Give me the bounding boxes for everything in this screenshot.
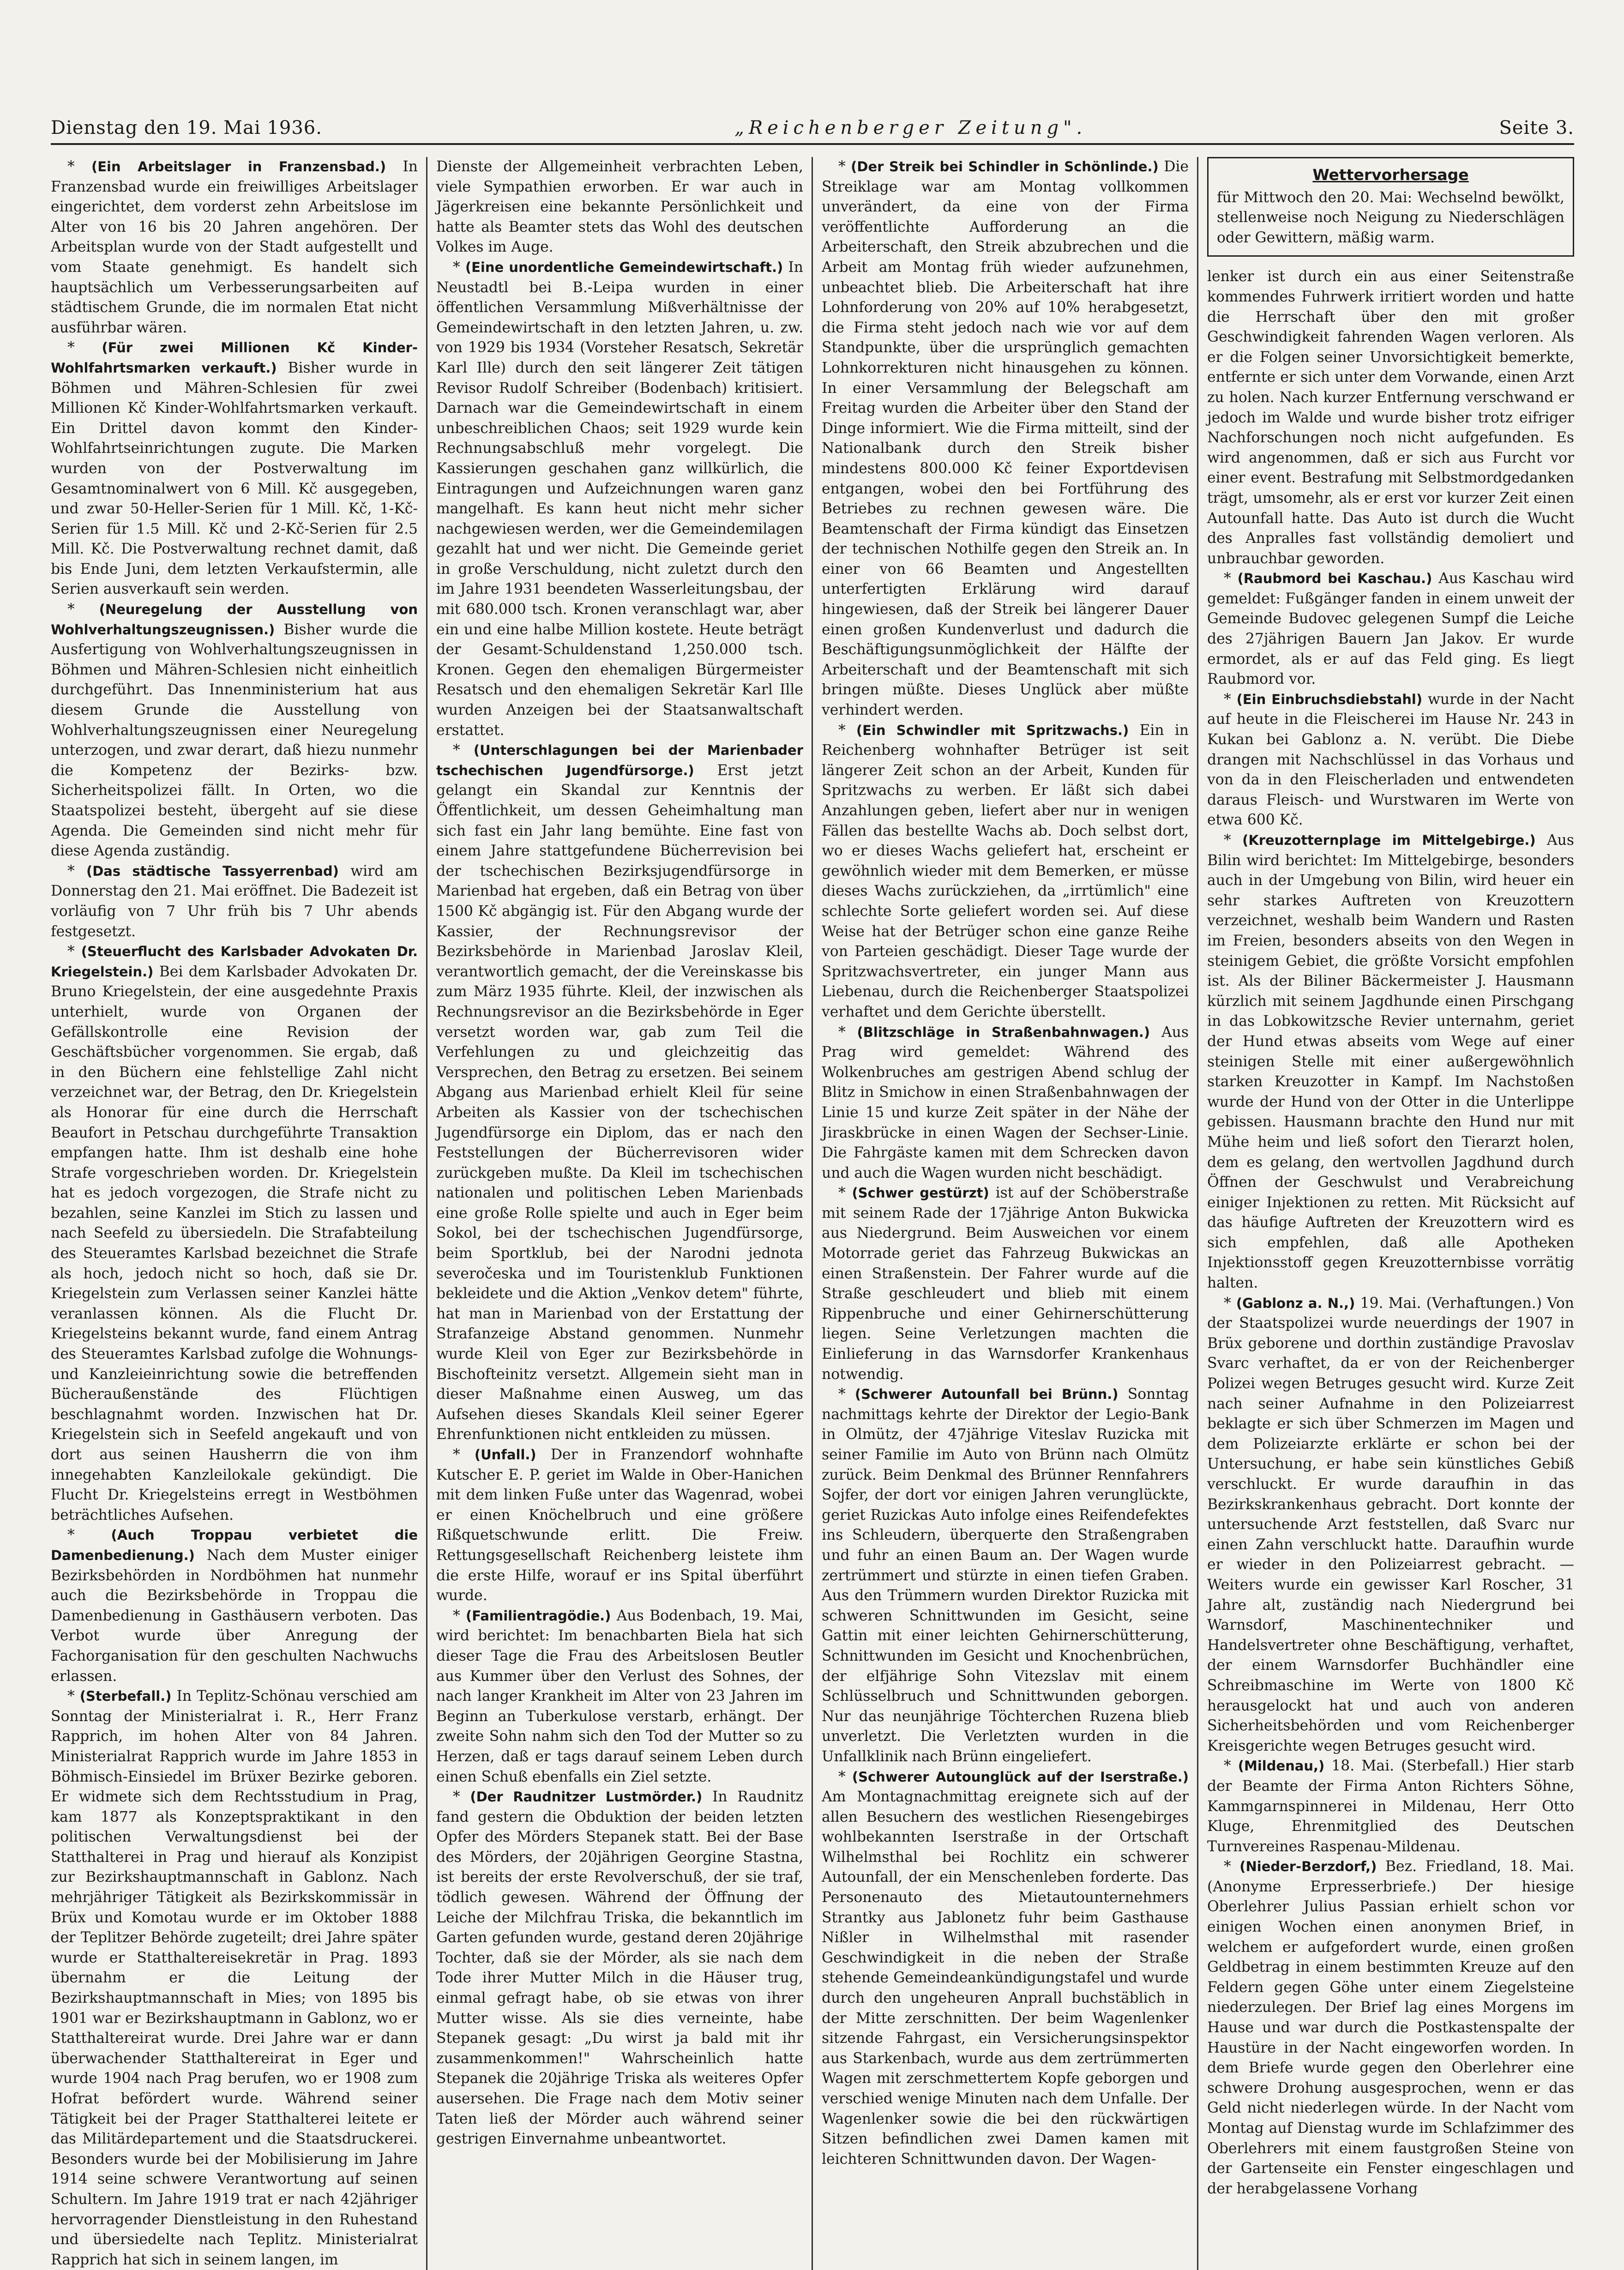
article-text: Bez. Friedland, 18. Mai. (Anonyme Erpresserbriefe.) Der hiesige Oberlehrer Julius Passian erhielt schon vor einigen Wochen einen anonymen Brief, in welchem er aufgefordert wurde, einen großen Geldbetrag in einem bestimmten Kreuze auf den Feldern gegen Göhe unter einem Ziegelsteine niederzulegen. Der Brief lag eines Morgens im Hause und war durch die Postkastenspalte der Haustüre in der Nacht eingeworfen worden. In dem Briefe wurde gegen den Oberlehrer eine schwere Drohung ausgesprochen, wenn er das Geld nicht niederlegen würde. In der Nacht vom Montag auf Dienstag wurde im Schlafzimmer des Oberlehrers mit einem faustgroßen Steine von der Gartenseite ein Fenster eingeschlagen und der herabgelassene Vorhang	[1207, 1858, 1574, 2197]
article-text: Aus Kaschau wird gemeldet: Fußgänger fanden in einem unweit der Gemeinde Budovec gelegenen Sumpf die Leiche des 27jährigen Bauern Jan Jakov. Er wurde ermordet, als er auf das Feld ging. Es liegt Raubmord vor.	[1207, 570, 1574, 688]
article-text: wird am Donnerstag den 21. Mai eröffnet. Die Badezeit ist vorläufig von 7 Uhr früh bis 7 Uhr abends festgesetzt.	[51, 862, 418, 940]
article-headline: (Ein Schwindler mit Spritzwachs.)	[856, 722, 1129, 738]
article-text: Nach dem Muster einiger Bezirksbehörden in Nordböhmen hat nunmehr auch die Bezirksbehörde in Troppau die Damenbedienung in Gasthäusern verboten. Das Verbot wurde über Anregung der Fachorganisation für den geschulten Nachwuchs erlassen.	[51, 1547, 418, 1685]
article-text: Bei dem Karlsbader Advokaten Dr. Bruno Kriegelstein, der eine ausgedehnte Praxis unterhielt, wurde von Organen der Gefällskontrolle eine Revision der Geschäftsbücher vorgenommen. Sie ergab, daß in den Büchern eine fehlstellige Zahl nicht verzeichnet war, der Betrag, den Dr. Kriegelstein als Honorar für eine durch die Herrschaft Beaufort in Petschau durchgeführte Transaktion empfangen hatte. Ihm ist deshalb eine hohe Strafe vorgeschrieben worden. Dr. Kriegelstein hat es jedoch vorgezogen, die Strafe nicht zu bezahlen, seine Kanzlei im Stich zu lassen und nach Seefeld zu übersiedeln. Die Strafabteilung des Steueramtes Karlsbad bezeichnet die Strafe als hoch, jedoch nicht so hoch, daß sie Dr. Kriegelstein zum Verlassen seiner Kanzlei hätte veranlassen können. Als die Flucht Dr. Kriegelsteins bekannt wurde, fand einem Antrag des Steueramtes Karlsbad zufolge die Wohnungs- und Kanzleieinrichtung sowie die betreffenden Bücheraußenstände des Flüchtigen beschlagnahmt worden. Inzwischen hat Dr. Kriegelstein sich in Seefeld angekauft und von dort aus seinen Hausherrn die von ihm innegehabten Kanzleilokale gekündigt. Die Flucht Dr. Kriegelsteins erregt in Westböhmen beträchtliches Aufsehen.	[51, 963, 418, 1523]
article-marker: *	[67, 601, 99, 618]
article-marker: *	[453, 259, 465, 276]
article-headline: (Für zwei Millionen Kč Kinder-Wohlfahrtsmarken verkauft.)	[51, 340, 418, 376]
article-marker: *	[1224, 1758, 1238, 1775]
article-marker: *	[1224, 570, 1238, 587]
article-marker: *	[838, 1024, 857, 1041]
weather-title: Wettervorhersage	[1312, 166, 1469, 184]
article-text: Aus Bilin wird berichtet: Im Mittelgebirge, besonders auch in der Umgebung von Bilin, wird heuer ein sehr starkes Auftreten von Kreuzottern verzeichnet, weshalb beim Wandern und Rasten im Freien, besonders abseits von den Wegen in steinigem Gebiet, die größte Vorsicht empfohlen ist. Als der Biliner Bäckermeister J. Hausmann kürzlich mit seinem Jagdhunde einen Pirschgang in das Lobkowitzsche Revier unternahm, geriet der Hund etwas abseits vom Wege auf einer steinigen Stelle mit einer außergewöhnlich starken Kreuzotter in Kampf. Im Nachstoßen wurde der Hund von der Otter in die Unterlippe gebissen. Hausmann brachte den Hund nur mit Mühe heim und ließ sofort den Tierarzt holen, dem es gelang, den wertvollen Jagdhund durch Öffnen der Geschwulst und Verabreichung einiger Injektionen zu retten. Mit Rücksicht auf das häufige Auftreten der Kreuzottern wird es sich empfehlen, daß alle Apotheken Injektionsstoff gegen Kreuzotternbisse vorrätig halten.	[1207, 832, 1574, 1292]
article-text: In Franzensbad wurde ein freiwilliges Arbeitslager eingerichtet, dem vorderst zehn Arbeitslose im Alter von 16 bis 20 Jahren angehören. Der Arbeitsplan wurde von der Stadt aufgestellt und vom Staate genehmigt. Es handelt sich hauptsächlich um Verbesserungsarbeiten auf städtischem Grunde, die im normalen Etat nicht ausführbar wären.	[51, 158, 418, 336]
article-headline: (Eine unordentliche Gemeindewirtschaft.)	[465, 259, 783, 275]
article-headline: (Sterbefall.)	[79, 1688, 172, 1704]
article-marker: *	[453, 1607, 466, 1624]
article-marker: *	[67, 862, 86, 879]
article-text: 18. Mai. (Sterbefall.) Hier starb der Beamte der Firma Anton Richters Söhne, Kammgarnspinnerei in Mildenau, Herr Otto Kluge, Ehrenmitglied des Deutschen Turnvereines Raspenau-Mildenau.	[1207, 1758, 1574, 1855]
article-text: Erst jetzt gelangt ein Skandal zur Kenntnis der Öffentlichkeit, um dessen Geheimhaltung man sich fast ein Jahr lang bemühte. Eine fast von einem Jahre stattgefundene Bücherrevision bei der tschechischen Bezirksjugendfürsorge in Marienbad hat ergeben, daß ein Betrag von über 1500 Kč abgängig ist. Für den Abgang wurde der Kassier, der Rechnungsrevisor der Bezirksbehörde in Marienbad Jaroslav Kleil, verantwortlich gemacht, der die Vereinskasse bis zum März 1935 führte. Kleil, der inzwischen als Rechnungsrevisor an die Bezirksbehörde in Eger versetzt worden war, gab zum Teil die Verfehlungen zu und gleichzeitig das Versprechen, den Betrag zu ersetzen. Bei seinem Abgang aus Marienbad erhielt Kleil für seine Arbeiten als Kassier von der tschechischen Jugendfürsorge ein Diplom, das er nach den Feststellungen der Bücherrevisoren wider zurückgeben mußte. Da Kleil im tschechischen nationalen und politischen Leben Marienbads eine große Rolle spielte und auch in Eger beim Sokol, bei der tschechischen Jugendfürsorge, beim Sportklub, bei der Narodni jednota severočeska und im Touristenklub Funktionen bekleidete und die Aktion „Venkov detem" führte, hat man in Marienbad von der Erstattung der Strafanzeige Abstand genommen. Nunmehr wurde Kleil von Eger zur Bezirksbehörde in Bischofteinitz versetzt. Allgemein sieht man in dieser Maßnahme einen Ausweg, um das Aufsehen dieses Skandals Kleil seiner Egerer Ehrenfunktionen nicht entkleiden zu müssen.	[436, 762, 804, 1443]
article-paragraph	[51, 600, 418, 861]
article-headline: (Steuerflucht des Karlsbader Advokaten Dr. Kriegelstein.)	[51, 944, 418, 980]
article-marker: *	[838, 1386, 855, 1403]
article-headline: (Schwerer Autounglück auf der Iserstraße.)	[852, 1769, 1189, 1785]
article-paragraph	[1207, 1857, 1574, 2199]
article-paragraph	[822, 721, 1189, 1023]
weather-forecast-box	[1207, 157, 1574, 257]
article-text: Aus Prag wird gemeldet: Während des Wolkenbruches am gestrigen Abend schlug der Blitz in Smichow in einen Straßenbahnwagen der Linie 15 und kurze Zeit später in der Nähe der Jiraskbrücke in einen Wagen der Sechser-Linie. Die Fahrgäste kamen mit dem Schrecken davon und auch die Wagen wurden nicht beschädigt.	[822, 1024, 1189, 1181]
header-rule	[51, 143, 1574, 145]
article-marker: *	[838, 1768, 852, 1785]
article-paragraph	[436, 741, 803, 1445]
column-4	[1207, 157, 1574, 2270]
newspaper-title: „Reichenberger Zeitung".	[734, 117, 1087, 138]
article-text: Dienste der Allgemeinheit verbrachten Leben, viele Sympathien erworben. Er war auch in Jägerkreisen eine bekannte Persönlichkeit und hatte als Beamter stets das Wohl des deutschen Volkes im Auge.	[436, 158, 803, 256]
article-paragraph	[51, 157, 418, 338]
article-paragraph	[1207, 569, 1574, 690]
column-1	[51, 157, 418, 2270]
article-text: Der in Franzendorf wohnhafte Kutscher E. P. geriet im Walde in Ober-Hanichen mit dem linken Fuße unter das Wagenrad, wobei er einen Knöchelbruch und eine größere Rißquetschwunde erlitt. Die Freiw. Rettungsgesellschaft Reichenberg leistete ihm die erste Hilfe, worauf er ins Spital überführt wurde.	[436, 1446, 803, 1604]
article-marker: *	[453, 1788, 470, 1806]
article-marker: *	[838, 1185, 852, 1202]
article-headline: (Der Raudnitzer Lustmörder.)	[470, 1789, 703, 1805]
article-paragraph	[822, 1385, 1189, 1767]
page-number: Seite 3.	[1499, 117, 1574, 138]
article-marker: *	[67, 1688, 80, 1705]
article-headline: (Schwerer Autounfall bei Brünn.)	[854, 1386, 1119, 1403]
article-marker: *	[453, 1446, 475, 1463]
article-marker: *	[67, 1527, 111, 1544]
article-headline: (Ein Arbeitslager in Franzensbad.)	[91, 159, 386, 175]
article-paragraph	[51, 338, 418, 600]
article-marker: *	[1224, 1858, 1240, 1875]
article-columns	[51, 157, 1574, 2268]
article-text: Aus Bodenbach, 19. Mai, wird berichtet: Im benachbarten Biela hat sich dieser Tage die Frau des Arbeitslosen Beutler aus Kummer über den Verlust des Sohnes, der nach langer Krankheit im Alter von 23 Jahren im Beginn an Tuberkulose verstarb, erhängt. Der zweite Sohn nahm sich den Tod der Mutter so zu Herzen, daß er tags darauf seinem Leben durch einen Schuß ebenfalls ein Ziel setzte.	[436, 1607, 803, 1785]
article-paragraph	[436, 157, 803, 258]
article-paragraph	[51, 861, 418, 942]
article-headline: (Schwer gestürzt)	[852, 1185, 989, 1201]
article-headline: (Das städtische Tassyerrenbad)	[86, 863, 339, 879]
article-headline: (Unterschlagungen bei der Marienbader tschechischen Jugendfürsorge.)	[436, 742, 803, 778]
article-marker: *	[67, 158, 91, 175]
article-text: Die Streiklage war am Montag vollkommen unverändert, da eine von der Firma veröffentlichte Aufforderung an die Arbeiterschaft, den Streik abzubrechen und die Arbeit am Montag früh wieder aufzunehmen, unbeachtet blieb. Die Arbeiterschaft hat ihre Lohnforderung von 20% auf 10% herabgesetzt, die Firma steht jedoch nach wie vor auf dem Standpunkte, über die ursprünglich gemachten Lohnkorrekturen nicht hinausgehen zu können. In einer Versammlung der Belegschaft am Freitag wurden die Arbeiter über den Stand der Dinge informiert. Wie die Firma mitteilt, sind der Nationalbank durch den Streik bisher mindestens 800.000 Kč feiner Exportdevisen entgangen, wobei den bei Fortführung des Betriebes zu rechnen gewesen wäre. Die Beamtenschaft der Firma kündigt das Einsetzen der technischen Nothilfe gegen den Streik an. In einer von 66 Beamten und Angestellten unterfertigten Erklärung wird darauf hingewiesen, daß der Streik bei längerer Dauer einen großen Kundenverlust und dadurch die Beschäftigungsunmöglichkeit der Hälfte der Arbeiterschaft und der Beamtenschaft mit sich bringen müßte. Dieses Unglück aber müßte verhindert werden.	[822, 158, 1189, 719]
article-paragraph	[822, 1767, 1189, 2170]
article-marker: *	[1224, 1295, 1236, 1312]
article-text: Bisher wurde die Ausfertigung von Wohlverhaltungszeugnissen in Böhmen und Mähren-Schlesien nicht einheitlich durchgeführt. Das Innenministerium hat aus diesem Grunde die Ausstellung von Wohlverhaltungszeugnissen einer Neuregelung unterzogen, und zwar derart, daß hiezu nunmehr die Kompetenz der Bezirks- bzw. Sicherheitspolizei fällt. In Orten, wo die Staatspolizei besteht, übergeht auf sie diese Agenda. Die Gemeinden sind nicht mehr für diese Agenda zuständig.	[51, 621, 418, 860]
article-headline: (Familientragödie.)	[466, 1608, 611, 1624]
article-marker: *	[1224, 832, 1243, 849]
article-paragraph	[51, 1525, 418, 1686]
column-3	[822, 157, 1189, 2270]
article-paragraph	[1207, 1294, 1574, 1757]
article-headline: (Kreuzotternplage im Mittelgebirge.)	[1242, 832, 1536, 848]
article-marker: *	[1224, 691, 1237, 708]
article-text: In Neustadtl bei B.-Leipa wurden in einer öffentlichen Versammlung Mißverhältnisse der Gemeindewirtschaft in den letzten Jahren, u. zw. von 1929 bis 1934 (Vorsteher Resatsch, Sekretär Karl Ille) durch den seit längerer Zeit tätigen Revisor Rudolf Schreiber (Bodenbach) kritisiert. Darnach war die Gemeindewirtschaft in einem unbeschreiblichen Chaos; seit 1929 wurde kein Rechnungsabschluß mehr vorgelegt. Die Kassierungen geschahen ganz willkürlich, die Eintragungen und Aufzeichnungen waren ganz mangelhaft. Es kann heut nicht mehr sicher nachgewiesen werden, wer die Gemeindemilagen gezahlt hat und wer nicht. Die Gemeinde geriet in große Verschuldung, nicht zuletzt durch den im Jahre 1931 beendeten Wasserleitungsbau, der mit 680.000 tsch. Kronen veranschlagt war, aber ein und eine halbe Million kostete. Heute beträgt der Gesamt-Schuldenstand 1,250.000 tsch. Kronen. Gegen den ehemaligen Bürgermeister Resatsch und den ehemaligen Sekretär Karl Ille wurden Anzeigen bei der Staatsanwaltschaft erstattet.	[436, 259, 803, 739]
article-paragraph	[822, 1023, 1189, 1184]
column-2	[436, 157, 803, 2270]
article-marker: *	[838, 158, 851, 175]
page-header	[51, 106, 1574, 138]
article-paragraph	[1207, 690, 1574, 831]
article-headline: (Raubmord bei Kaschau.)	[1237, 571, 1432, 587]
article-headline: (Mildenau,)	[1238, 1758, 1325, 1774]
article-paragraph	[436, 1606, 803, 1787]
article-text: In Teplitz-Schönau verschied am Sonntag der Ministerialrat i. R., Herr Franz Rapprich, im hohen Alter von 84 Jahren. Ministerialrat Rapprich wurde im Jahre 1853 in Böhmisch-Einsiedel im Brüxer Bezirke geboren. Er widmete sich dem Rechtsstudium in Prag, kam 1877 als Konzeptspraktikant in den politischen Verwaltungsdienst bei der Statthalterei in Prag und hierauf als Konzipist zur Bezirkshauptmannschaft in Gablonz. Nach mehrjähriger Tätigkeit als Bezirkskommissär in Brüx und Komotau wurde er im Oktober 1888 der Teplitzer Behörde zugeteilt; drei Jahre später wurde er Statthaltereisekretär in Prag. 1893 übernahm er die Leitung der Bezirkshauptmannschaft in Mies; von 1895 bis 1901 war er Bezirkshauptmann in Gablonz, wo er Statthaltereirat wurde. Drei Jahre war er dann überwachender Statthaltereirat in Eger und wurde 1904 nach Prag berufen, wo er 1908 zum Hofrat befördert wurde. Während seiner Tätigkeit bei der Prager Statthalterei leitete er das Militärdepartement und die Staatsdruckerei. Besonders wurde bei der Mobilisierung im Jahre 1914 seine schwere Verantwortung auf seinen Schultern. Im Jahre 1919 trat er nach 42jähriger hervorragender Dienstleistung in den Ruhestand und übersiedelte nach Teplitz. Ministerialrat Rapprich hat sich in seinem langen, im	[51, 1688, 418, 2268]
article-text: lenker ist durch ein aus einer Seitenstraße kommendes Fuhrwerk irritiert worden und hatte die Herrschaft über den mit großer Geschwindigkeit fahrenden Wagen verloren. Als er die Folgen seiner Unvorsichtigkeit bemerkte, entfernte er sich unter dem Vorwande, einen Arzt zu holen. Nach kurzer Entfernung verschwand er jedoch im Walde und wurde bisher trotz eifriger Nachforschungen noch nicht aufgefunden. Es wird angenommen, daß er sich aus Furcht vor einer event. Bestrafung mit Selbstmordgedanken trägt, umsomehr, als er erst vor kurzer Zeit einen Autounfall hatte. Das Auto ist durch die Wucht des Anpralles fast vollständig demoliert und unbrauchbar geworden.	[1207, 268, 1574, 567]
article-paragraph	[51, 1686, 418, 2270]
article-paragraph	[822, 157, 1189, 721]
article-headline: (Gablonz a. N.,)	[1236, 1295, 1355, 1311]
article-text: ist auf der Schöberstraße mit seinem Rade der 17jährige Anton Bukwicka aus Niedergrund. Beim Ausweichen vor einem Motorrade geriet das Fahrzeug Bukwickas an einen Straßenstein. Der Fahrer wurde auf die Straße geschleudert und blieb mit einem Rippenbruche und einer Gehirnerschütterung liegen. Seine Verletzungen machten die Einlieferung in das Warnsdorfer Krankenhaus notwendig.	[822, 1185, 1189, 1383]
article-text: Bisher wurde in Böhmen und Mähren-Schlesien für zwei Millionen Kč Kinder-Wohlfahrtsmarken verkauft. Ein Drittel davon kommt den Kinder-Wohlfahrtseinrichtungen zugute. Die Marken wurden von der Postverwaltung im Gesamtnominalwert von 6 Mill. Kč ausgegeben, und zwar 50-Heller-Serien für 1 Mill. Kč, 1-Kč-Serien für 1.5 Mill. Kč und 2-Kč-Serien für 2.5 Mill. Kč. Die Postverwaltung rechnet damit, daß bis Ende Juni, dem letzten Verkaufstermin, alle Serien ausverkauft sein werden.	[51, 359, 418, 598]
article-headline: (Neuregelung der Ausstellung von Wohlverhaltungszeugnissen.)	[51, 602, 418, 638]
article-headline: (Auch Troppau verbietet die Damenbedienung.)	[51, 1527, 418, 1563]
weather-text: für Mittwoch den 20. Mai: Wechselnd bewölkt, stellenweise noch Neigung zu Niederschlägen oder Gewittern, mäßig warm.	[1217, 189, 1564, 246]
newspaper-page	[51, 106, 1574, 2268]
article-headline: (Ein Einbruchsdiebstahl)	[1236, 691, 1423, 707]
article-headline: (Nieder-Berzdorf,)	[1239, 1859, 1377, 1875]
article-paragraph	[822, 1183, 1189, 1385]
article-marker: *	[838, 722, 856, 739]
article-text: In Raudnitz fand gestern die Obduktion der beiden letzten Opfer des Mörders Stepanek statt. Bei der Base des Mörders, der 20jährigen Georgine Stastna, ist bereits der erste Revolverschuß, der sie traf, tödlich gewesen. Während der Öffnung der Leiche der Milchfrau Triska, die bekanntlich im Garten gefunden wurde, gestand deren 20jährige Tochter, daß sie der Mörder, als sie nach dem Tode ihrer Mutter Milch in die Häuser trug, einmal gefragt habe, ob sie etwas von ihrer Mutter wisse. Als sie dies verneinte, habe Stepanek gesagt: „Du wirst ja bald mit ihr zusammenkommen!" Wahrscheinlich hatte Stepanek die 20jährige Triska als weiteres Opfer ausersehen. Die Frage nach dem Motiv seiner Taten ließ der Mörder auch während seiner gestrigen Einvernahme unbeantwortet.	[436, 1788, 803, 2148]
article-text: Sonntag nachmittags kehrte der Direktor der Legio-Bank in Olmütz, der 47jährige Viteslav Ruzicka mit seiner Familie im Auto von Brünn nach Olmütz zurück. Beim Denkmal des Brünner Rennfahrers Sojfer, der dort vor einigen Jahren verunglückte, geriet Ruzickas Auto infolge eines Reifendefektes ins Schleudern, überquerte den Straßengraben und fuhr an einen Baum an. Der Wagen wurde zertrümmert und stürzte in einen tiefen Graben. Aus den Trümmern wurden Direktor Ruzicka mit schweren Schnittwunden im Gesicht, seine Gattin mit einer leichten Gehirnerschütterung, Schnittwunden im Gesicht und Knochenbrüchen, der elfjährige Sohn Vitezslav mit einem Schlüsselbruch und Schnittwunden geborgen. Nur das neunjährige Töchterchen Ruzena blieb unverletzt. Die Verletzten wurden in die Unfallklinik nach Brünn eingeliefert.	[822, 1386, 1189, 1765]
article-paragraph	[1207, 1756, 1574, 1857]
article-headline: (Unfall.)	[474, 1447, 536, 1463]
article-paragraph	[51, 942, 418, 1525]
article-marker: *	[453, 742, 474, 759]
article-paragraph	[1207, 267, 1574, 569]
article-paragraph	[436, 1445, 803, 1606]
article-text: Ein in Reichenberg wohnhafter Betrüger ist seit längerer Zeit schon an der Arbeit, Kunden für Spritzwachs zu werben. Er läßt sich dabei Anzahlungen geben, liefert aber nur in wenigen Fällen das bestellte Wachs ab. Doch selbst dort, wo er dieses Wachs geliefert hat, erscheint er gewöhnlich wieder mit dem Bemerken, er müsse dieses Wachs zurückziehen, da „irrtümlich" eine schlechte Sorte geliefert worden sei. Auf diese Weise hat der Betrüger schon eine ganze Reihe von Parteien geschädigt. Dieser Tage wurde der Spritzwachsvertreter, ein junger Mann aus Liebenau, durch die Reichenberger Staatspolizei verhaftet und dem Gerichte überstellt.	[822, 722, 1189, 1020]
article-headline: (Der Streik bei Schindler in Schönlinde.)	[851, 159, 1159, 175]
article-paragraph	[436, 1787, 803, 2150]
issue-date: Dienstag den 19. Mai 1936.	[51, 117, 322, 138]
article-marker: *	[67, 943, 81, 960]
article-marker: *	[67, 339, 102, 356]
article-text: 19. Mai. (Verhaftungen.) Von der Staatspolizei wurde neuerdings der 1907 in Brüx geborene und dorthin zuständige Pravoslav Svarc verhaftet, da er von der Reichenberger Polizei wegen Betruges gesucht wird. Kurze Zeit nach seiner Aufnahme in den Polizeiarrest beklagte er sich über Schmerzen im Magen und dem Polizeiarzte erklärte er schon bei der Untersuchung, er habe sein künstliches Gebiß verschluckt. Er wurde daraufhin in das Bezirkskrankenhaus gebracht. Dort konnte der untersuchende Arzt feststellen, daß Svarc nur einen Zahn verschluckt hatte. Daraufhin wurde er wieder in den Polizeiarrest gebracht. — Weiters wurde ein gewisser Karl Roscher, 31 Jahre alt, zuständig nach Niedergrund bei Warnsdorf, Maschinentechniker und Handelsvertreter ohne Beschäftigung, verhaftet, der einem Warnsdorfer Buchhändler eine Schreibmaschine im Werte von 1800 Kč herausgelockt hat und auch von anderen Sicherheitsbehörden und vom Reichenberger Kreisgerichte wegen Betruges gesucht wird.	[1207, 1295, 1574, 1754]
article-text: wurde in der Nacht auf heute in die Fleischerei im Hause Nr. 243 in Kukan bei Gablonz a. N. verübt. Die Diebe drangen mit Nachschlüssel in das Vorhaus und von da in den Fleischerladen und entwendeten daraus Fleisch- und Wurstwaren im Werte von etwa 600 Kč.	[1207, 691, 1574, 829]
article-paragraph	[1207, 831, 1574, 1294]
article-paragraph	[436, 258, 803, 741]
article-headline: (Blitzschläge in Straßenbahnwagen.)	[857, 1024, 1150, 1040]
article-text: Am Montagnachmittag ereignete sich auf der allen Besuchern des westlichen Riesengebirges wohlbekannten Iserstraße in der Ortschaft Wilhelmsthal bei Rochlitz ein schwerer Autounfall, der ein Menschenleben forderte. Das Personenauto des Mietautounternehmers Strantky aus Jablonetz fuhr beim Gasthause Nißler in Wilhelmsthal mit rasender Geschwindigkeit in die neben der Straße stehende Gemeindeankündigungstafel und wurde durch den ungeheuren Anprall buchstäblich in der Mitte zerschnitten. Der beim Wagenlenker sitzende Fahrgast, ein Versicherungsinspektor aus Starkenbach, wurde aus dem zertrümmerten Wagen mit zerschmettertem Kopfe geborgen und verschied wenige Minuten nach dem Unfalle. Der Wagenlenker sowie die bei den rückwärtigen Sitzen befindlichen zwei Damen kamen mit leichteren Schnittwunden davon. Der Wagen-	[822, 1788, 1189, 2168]
